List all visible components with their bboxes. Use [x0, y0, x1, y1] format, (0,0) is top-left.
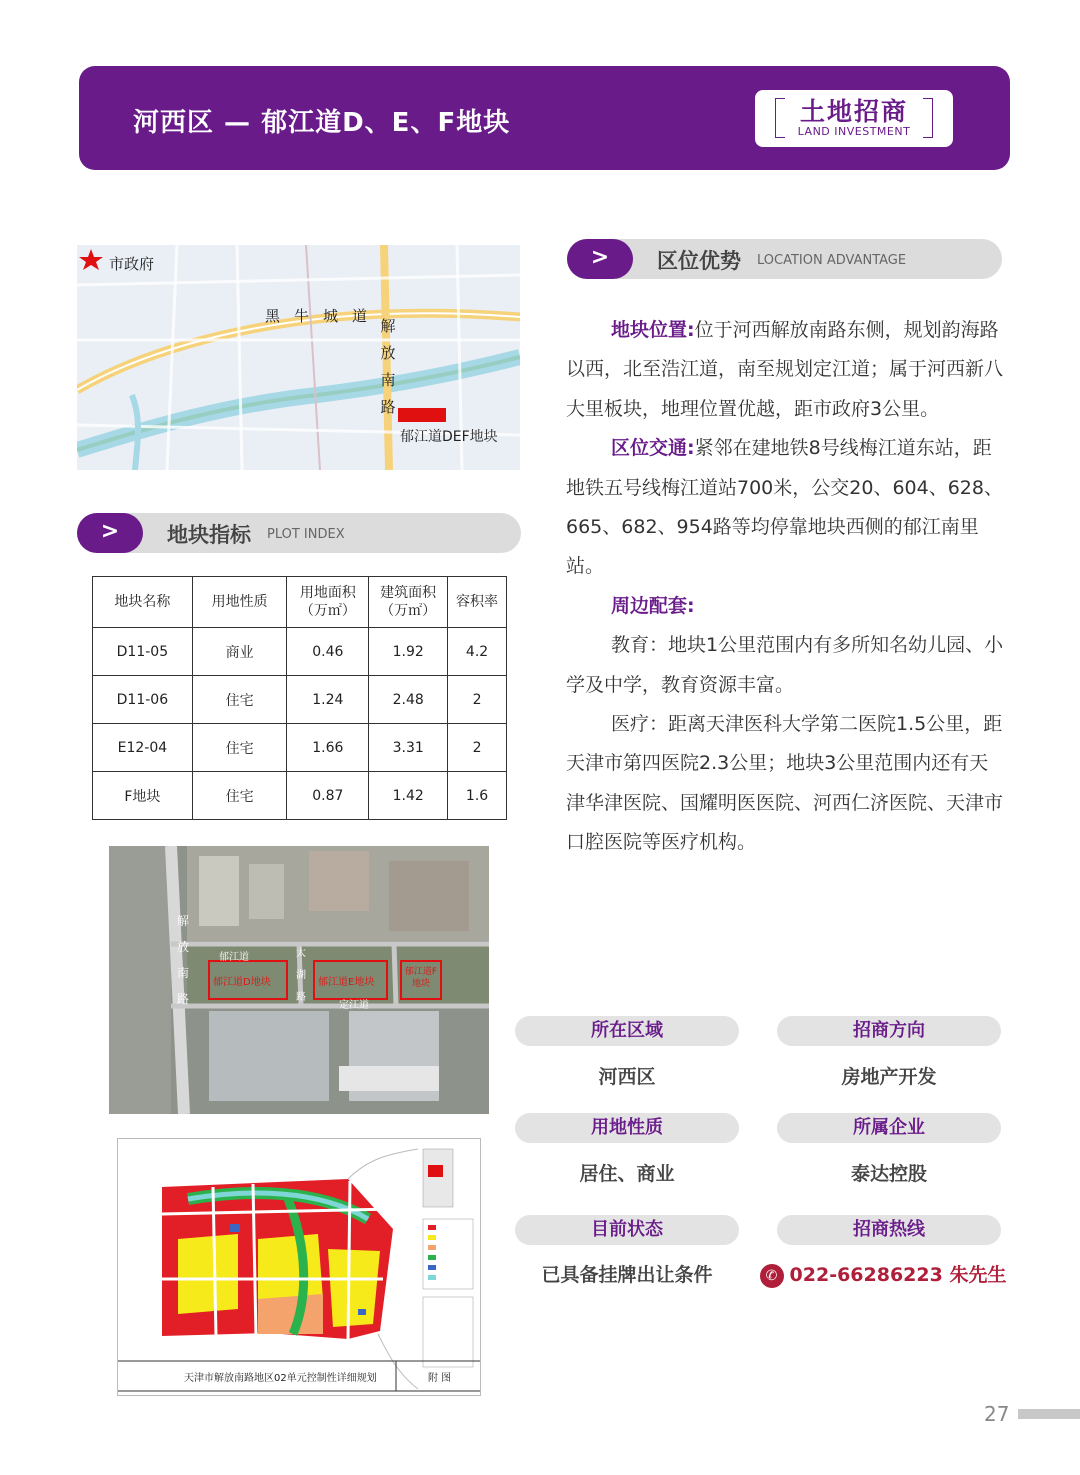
table-cell: 2	[448, 724, 507, 772]
plot-index-table	[92, 576, 507, 820]
col-header: 地块名称	[93, 577, 193, 628]
plot-index-subtitle: PLOT INDEX	[267, 527, 345, 542]
landuse-label: 用地性质	[515, 1113, 739, 1143]
table-cell: 住宅	[192, 676, 287, 724]
satellite-image	[109, 846, 489, 1114]
table-row	[93, 628, 507, 676]
table-cell: 2	[448, 676, 507, 724]
zoning-plan-drawing	[118, 1139, 481, 1396]
company-value: 泰达控股	[850, 1163, 927, 1185]
direction-label: 招商方向	[777, 1016, 1001, 1046]
table-cell: 1.42	[369, 772, 448, 820]
region-label: 所在区域	[515, 1016, 739, 1046]
education-paragraph: 教育：地块1公里范围内有多所知名幼儿园、小学及中学，教育资源丰富。	[566, 634, 1004, 696]
table-row	[93, 676, 507, 724]
table-cell: 1.66	[287, 724, 369, 772]
table-cell: D11-06	[93, 676, 193, 724]
sat-plot-e: 郁江道E地块	[318, 977, 375, 988]
plot-location-label: 郁江道DEF地块	[400, 429, 498, 445]
zoning-plan-image	[117, 1138, 481, 1396]
table-cell: 4.2	[448, 628, 507, 676]
page-bar	[1018, 1409, 1080, 1419]
landuse-value: 居住、商业	[579, 1163, 675, 1185]
medical-paragraph: 医疗：距离天津医科大学第二医院1.5公里，距天津市第四医院2.3公里；地块3公里范围内还有天津华津医院、国耀明医医院、河西仁济医院、天津市口腔医院等医疗机构。	[566, 713, 1004, 854]
sat-road-jiefang: 解 放 南 路	[176, 914, 189, 1006]
plan-caption: 天津市解放南路地区02单元控制性详细规划	[184, 1373, 377, 1384]
status-value: 已具备挂牌出让条件	[541, 1264, 713, 1286]
table-cell: 住宅	[192, 724, 287, 772]
chevron-right-icon: >	[77, 513, 143, 553]
table-cell: 住宅	[192, 772, 287, 820]
hotline-value-row	[752, 1260, 1014, 1288]
badge-title-en: LAND INVESTMENT	[797, 125, 911, 138]
region-value: 河西区	[598, 1066, 656, 1088]
location-map	[77, 245, 520, 470]
location-advantage-header	[567, 239, 1002, 279]
table-cell: D11-05	[93, 628, 193, 676]
direction-value: 房地产开发	[841, 1066, 937, 1088]
table-cell: 3.31	[369, 724, 448, 772]
jiefang-road-label: 解 放 南 路	[380, 317, 396, 416]
land-investment-badge	[755, 90, 953, 147]
table-header-row	[93, 577, 507, 628]
plot-location-paragraph: 地块位置:位于河西解放南路东侧，规划韵海路以西，北至浩江道，南至规划定江道；属于河西新八大里板块，地理位置优越，距市政府3公里。	[566, 319, 1004, 420]
header-banner	[79, 66, 1010, 170]
plot-index-header	[77, 513, 521, 553]
hotline-label: 招商热线	[777, 1215, 1001, 1245]
table-cell: 0.46	[287, 628, 369, 676]
chevron-right-icon: >	[567, 239, 633, 279]
page-number: 27	[984, 1402, 1010, 1426]
company-label: 所属企业	[777, 1113, 1001, 1143]
table-cell: 0.87	[287, 772, 369, 820]
table-cell: 商业	[192, 628, 287, 676]
hotline-value: 022-66286223 朱先生	[789, 1264, 1007, 1286]
sat-plot-d: 郁江道D地块	[213, 977, 271, 988]
table-cell: 1.24	[287, 676, 369, 724]
sat-plot-f: 郁江道F地块	[404, 967, 438, 989]
table-cell: E12-04	[93, 724, 193, 772]
col-header: 容积率	[448, 577, 507, 628]
col-header: 建筑面积 （万㎡）	[369, 577, 448, 628]
sat-road-yujiang: 郁江道	[219, 952, 249, 963]
table-row	[93, 724, 507, 772]
city-hall-label: 市政府	[109, 255, 155, 273]
sat-road-taihu: 太 湖 路	[296, 948, 306, 1003]
status-label: 目前状态	[515, 1215, 739, 1245]
facilities-heading: 周边配套:	[611, 594, 695, 617]
col-header: 用地面积 （万㎡）	[287, 577, 369, 628]
location-advantage-subtitle: LOCATION ADVANTAGE	[757, 253, 907, 268]
table-cell: 1.92	[369, 628, 448, 676]
col-header: 用地性质	[192, 577, 287, 628]
sat-road-dingjiang: 定江道	[339, 1000, 369, 1011]
table-cell: F地块	[93, 772, 193, 820]
location-description	[566, 311, 1006, 863]
plan-caption-appendix: 附 图	[428, 1373, 452, 1384]
plot-index-title: 地块指标	[167, 523, 251, 547]
table-cell: 2.48	[369, 676, 448, 724]
page-title: 河西区 — 郁江道D、E、F地块	[133, 108, 511, 138]
heiniu-road-label: 黑牛城道	[265, 307, 382, 325]
table-cell: 1.6	[448, 772, 507, 820]
phone-icon: ✆	[760, 1264, 784, 1288]
location-advantage-title: 区位优势	[657, 249, 741, 273]
transport-paragraph: 区位交通:紧邻在建地铁8号线梅江道东站，距地铁五号线梅江道站700米，公交20、604、628、665、682、954路等均停靠地块西侧的郁江南里站。	[566, 437, 1003, 578]
table-row	[93, 772, 507, 820]
badge-title-cn: 土地招商	[799, 97, 908, 126]
